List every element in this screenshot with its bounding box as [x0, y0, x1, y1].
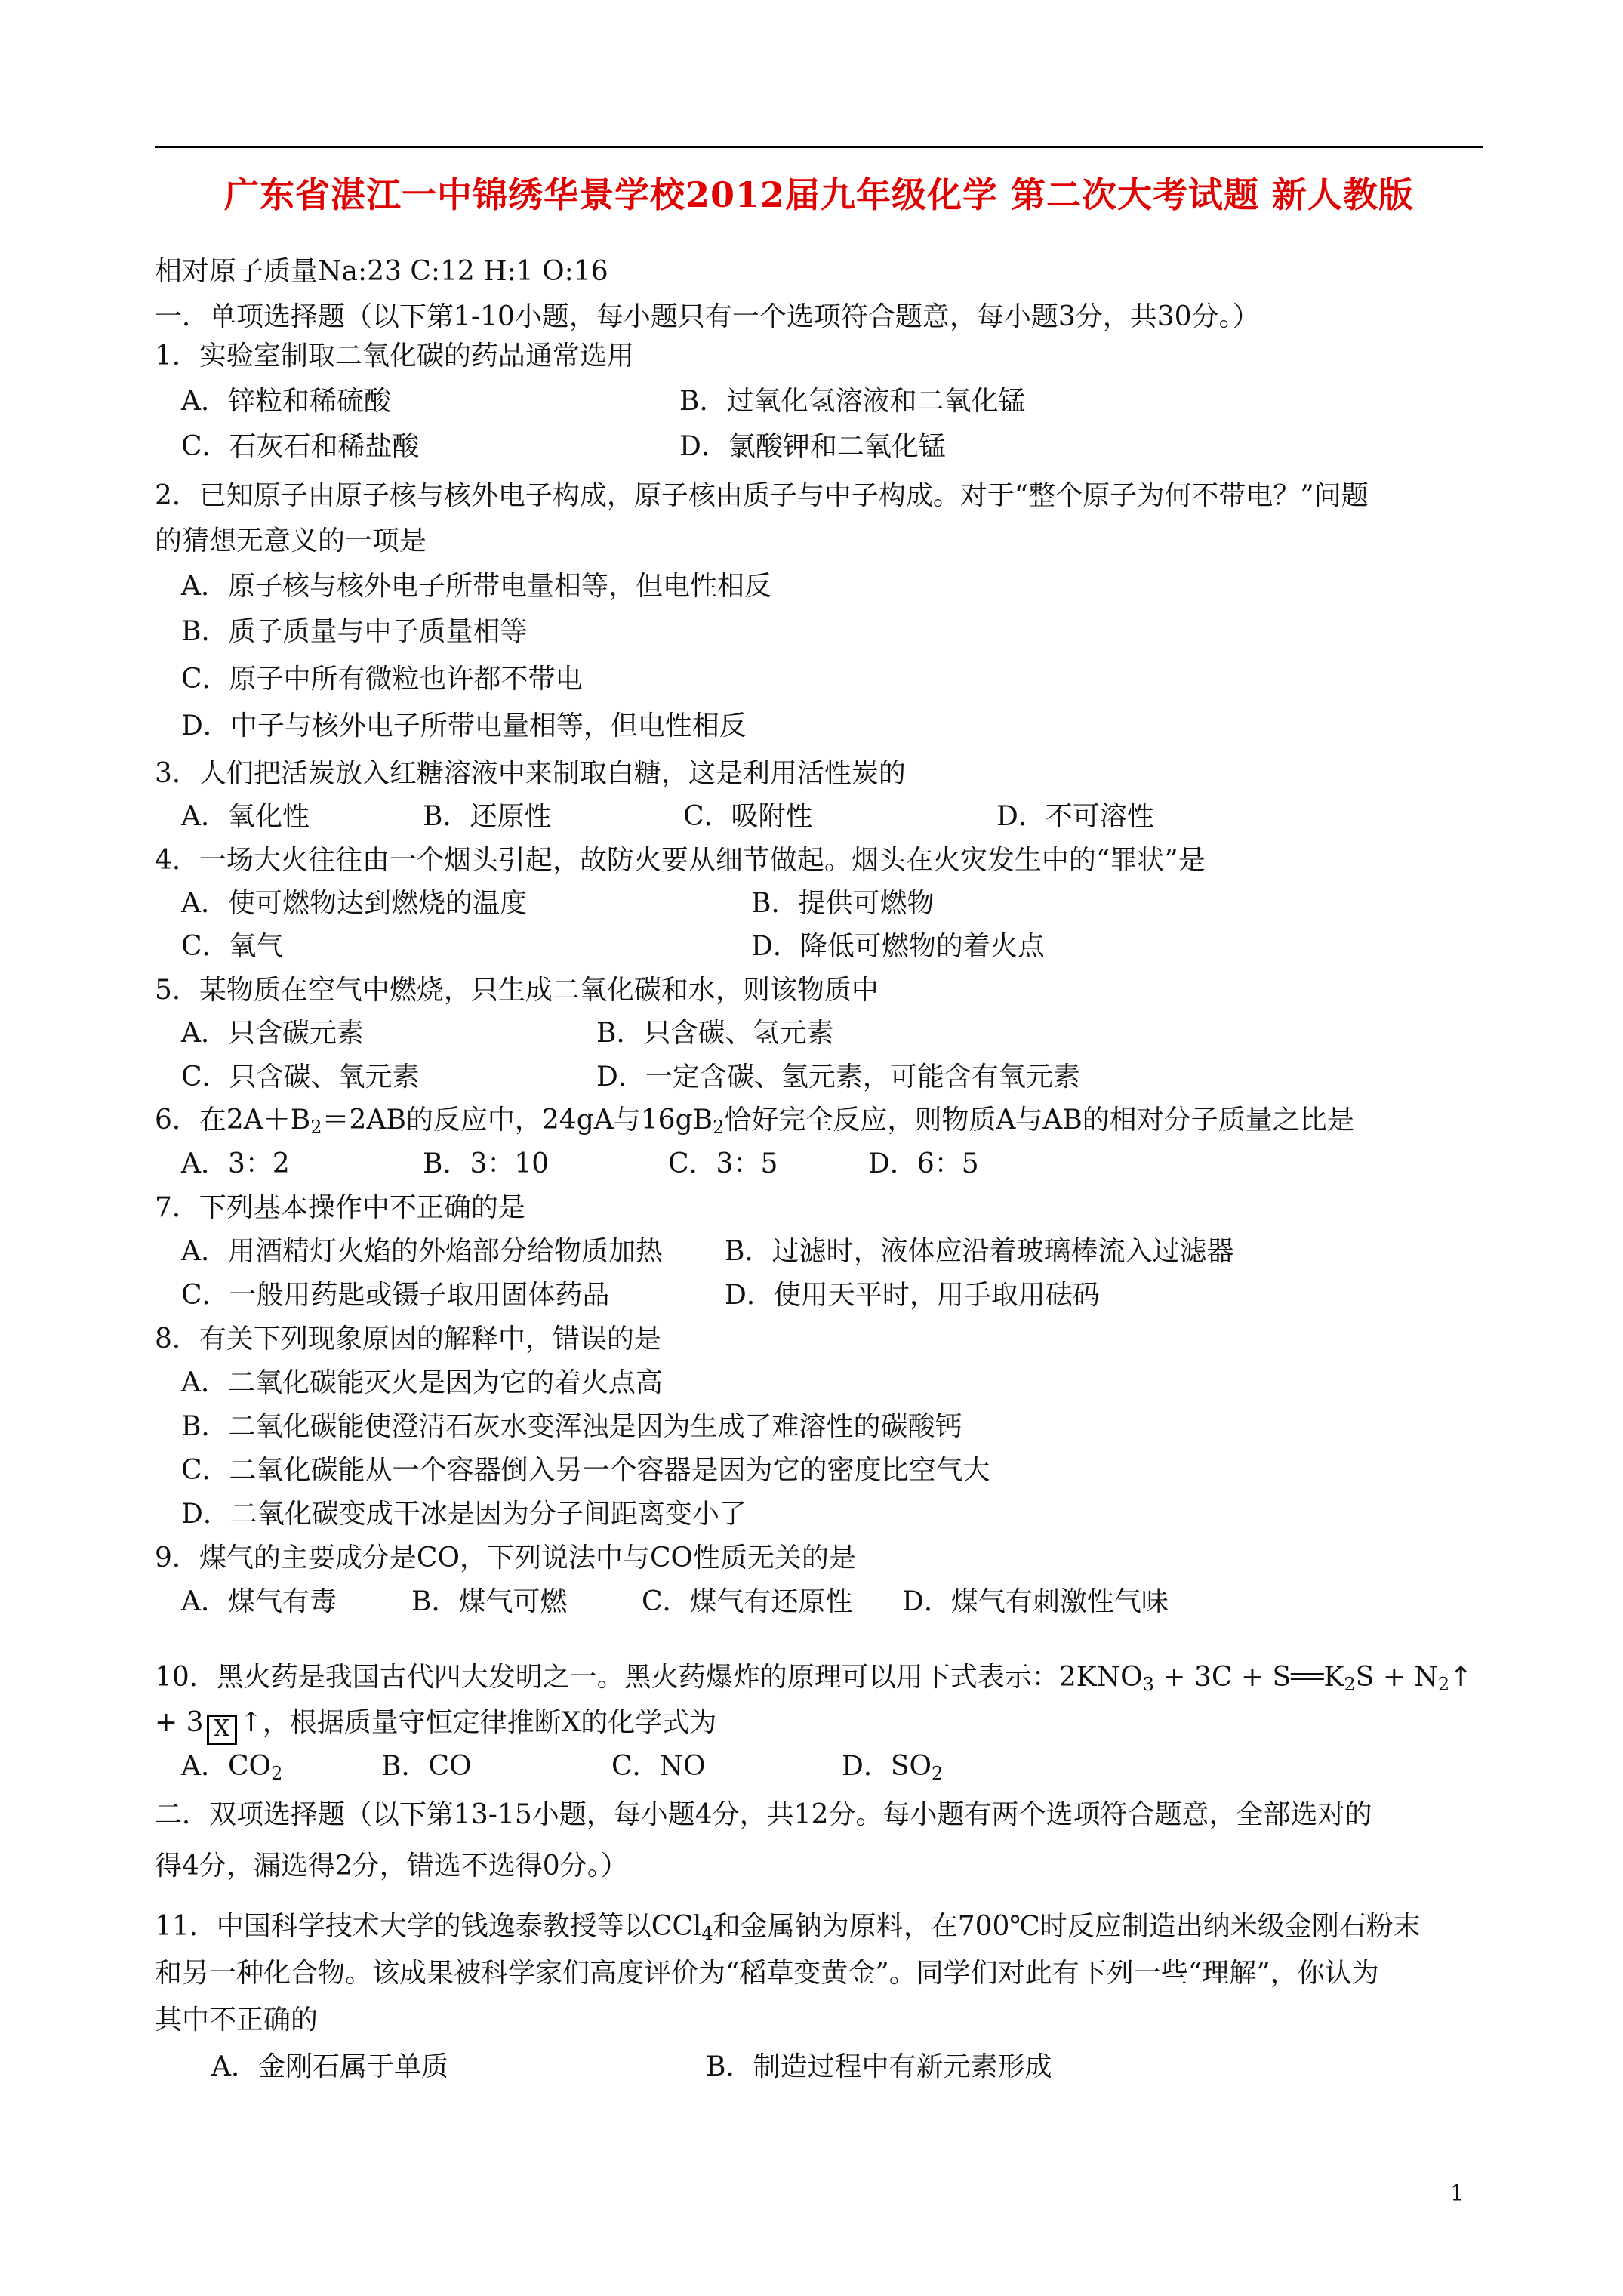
q2-stem-line2: 的猜想无意义的一项是 [155, 525, 427, 556]
atomic-mass-line: 相对原子质量Na:23 C:12 H:1 O:16 [155, 256, 608, 287]
document-title: 广东省湛江一中锦绣华景学校2012届九年级化学 第二次大考试题 新人教版 [223, 174, 1415, 215]
q6-option-d: D．6：5 [868, 1148, 979, 1179]
q7-stem: 7．下列基本操作中不正确的是 [155, 1192, 525, 1223]
q1-option-c: C．石灰石和稀盐酸 [181, 431, 420, 462]
q4-option-a: A．使可燃物达到燃烧的温度 [181, 888, 527, 919]
q7-option-d: D．使用天平时，用手取用砝码 [725, 1280, 1100, 1311]
q5-option-a: A．只含碳元素 [181, 1018, 364, 1049]
q10-stem-line1: 10．黑火药是我国古代四大发明之一。黑火药爆炸的原理可以用下式表示：$2KNO_3 + 3C$ + $S══K_2S$ + $N_2↑$ [155, 1662, 1473, 1695]
q7-option-c: C．一般用药匙或镊子取用固体药品 [181, 1280, 610, 1311]
q4-option-d: D．降低可燃物的着火点 [751, 931, 1045, 962]
q10-option-b: B．CO [381, 1751, 472, 1782]
q2-option-d: D．中子与核外电子所带电量相等，但电性相反 [181, 710, 747, 741]
q5-option-b: B．只含碳、氢元素 [596, 1018, 834, 1049]
q1-stem: 1．实验室制取二氧化碳的药品通常选用 [155, 341, 634, 371]
q10-option-d: D．$SO_2$ [842, 1751, 944, 1784]
q5-option-c: C．只含碳、氧元素 [181, 1062, 420, 1093]
q6-stem: 6．在$2A+B_2=2AB$的反应中，24gA与$16gB_2$恰好完全反应，则物质A与AB的相对分子质量之比是 [155, 1105, 1354, 1138]
q10-option-a: A．$CO_2$ [181, 1751, 283, 1784]
q11-option-b: B．制造过程中有新元素形成 [706, 2051, 1052, 2082]
q8-option-d: D．二氧化碳变成干冰是因为分子间距离变小了 [181, 1499, 747, 1530]
q7-option-a: A．用酒精灯火焰的外焰部分给物质加热 [181, 1236, 663, 1267]
q1-option-b: B．过氧化氢溶液和二氧化锰 [679, 386, 1026, 417]
q3-option-c: C．吸附性 [683, 801, 813, 832]
q4-stem: 4．一场大火往往由一个烟头引起，故防火要从细节做起。烟头在火灾发生中的“罪状”是 [155, 845, 1206, 876]
q2-option-a: A．原子核与核外电子所带电量相等，但电性相反 [181, 571, 771, 602]
q4-option-b: B．提供可燃物 [751, 888, 935, 919]
section2-header-line2: 得4分，漏选得2分，错选不选得0分。） [155, 1851, 628, 1881]
q3-option-d: D．不可溶性 [996, 801, 1154, 832]
q5-option-d: D．一定含碳、氢元素，可能含有氧元素 [596, 1062, 1080, 1093]
q11-stem-line2: 和另一种化合物。该成果被科学家们高度评价为“稻草变黄金”。同学们对此有下列一些“理解”，你认为 [155, 1958, 1379, 1989]
q5-stem: 5．某物质在空气中燃烧，只生成二氧化碳和水，则该物质中 [155, 975, 879, 1006]
q2-option-b: B．质子质量与中子质量相等 [181, 616, 528, 647]
q6-option-a: A．3：2 [181, 1148, 290, 1179]
q2-stem-line1: 2．已知原子由原子核与核外电子构成，原子核由质子与中子构成。对于“整个原子为何不带电？”问题 [155, 480, 1369, 511]
page-number: 1 [1449, 2180, 1464, 2207]
q1-option-a: A．锌粒和稀硫酸 [181, 386, 391, 417]
q3-stem: 3．人们把活炭放入红糖溶液中来制取白糖，这是利用活性炭的 [155, 758, 906, 789]
q8-option-a: A．二氧化碳能灭火是因为它的着火点高 [181, 1367, 663, 1398]
q11-option-a: A．金刚石属于单质 [211, 2051, 448, 2082]
q9-option-a: A．煤气有毒 [181, 1586, 337, 1617]
header-rule [155, 146, 1483, 148]
q3-option-b: B．还原性 [423, 801, 552, 832]
boxed-x: X [207, 1715, 237, 1745]
q2-option-c: C．原子中所有微粒也许都不带电 [181, 664, 583, 695]
q9-option-d: D．煤气有刺激性气味 [902, 1586, 1169, 1617]
q6-option-b: B．3：10 [423, 1148, 550, 1179]
q9-stem: 9．煤气的主要成分是CO，下列说法中与CO性质无关的是 [155, 1542, 857, 1573]
q8-option-b: B．二氧化碳能使澄清石灰水变浑浊是因为生成了难溶性的碳酸钙 [181, 1411, 962, 1442]
q9-option-c: C．煤气有还原性 [642, 1586, 853, 1617]
q3-option-a: A．氧化性 [181, 801, 310, 832]
q6-option-c: C．3：5 [668, 1148, 778, 1179]
q10-option-c: C．NO [611, 1751, 706, 1782]
section1-header: 一．单项选择题（以下第1-10小题，每小题只有一个选项符合题意，每小题3分，共30分。） [155, 301, 1260, 332]
q8-stem: 8．有关下列现象原因的解释中，错误的是 [155, 1324, 661, 1354]
q7-option-b: B．过滤时，液体应沿着玻璃棒流入过滤器 [725, 1236, 1234, 1267]
section2-header-line1: 二．双项选择题（以下第13-15小题，每小题4分，共12分。每小题有两个选项符合题意，全部选对的 [155, 1799, 1372, 1830]
q4-option-c: C．氧气 [181, 931, 284, 962]
q11-stem-line1: 11．中国科学技术大学的钱逸泰教授等以CCl$_4$和金属钠为原料，在700℃时反应制造出纳米级金刚石粉末 [155, 1911, 1421, 1944]
q9-option-b: B．煤气可燃 [411, 1586, 568, 1617]
q11-stem-line3: 其中不正确的 [155, 2005, 319, 2036]
q8-option-c: C．二氧化碳能从一个容器倒入另一个容器是因为它的密度比空气大 [181, 1455, 990, 1486]
q1-option-d: D．氯酸钾和二氧化锰 [679, 431, 946, 462]
q10-stem-line2: + 3 X ↑，根据质量守恒定律推断X的化学式为 [155, 1706, 716, 1745]
